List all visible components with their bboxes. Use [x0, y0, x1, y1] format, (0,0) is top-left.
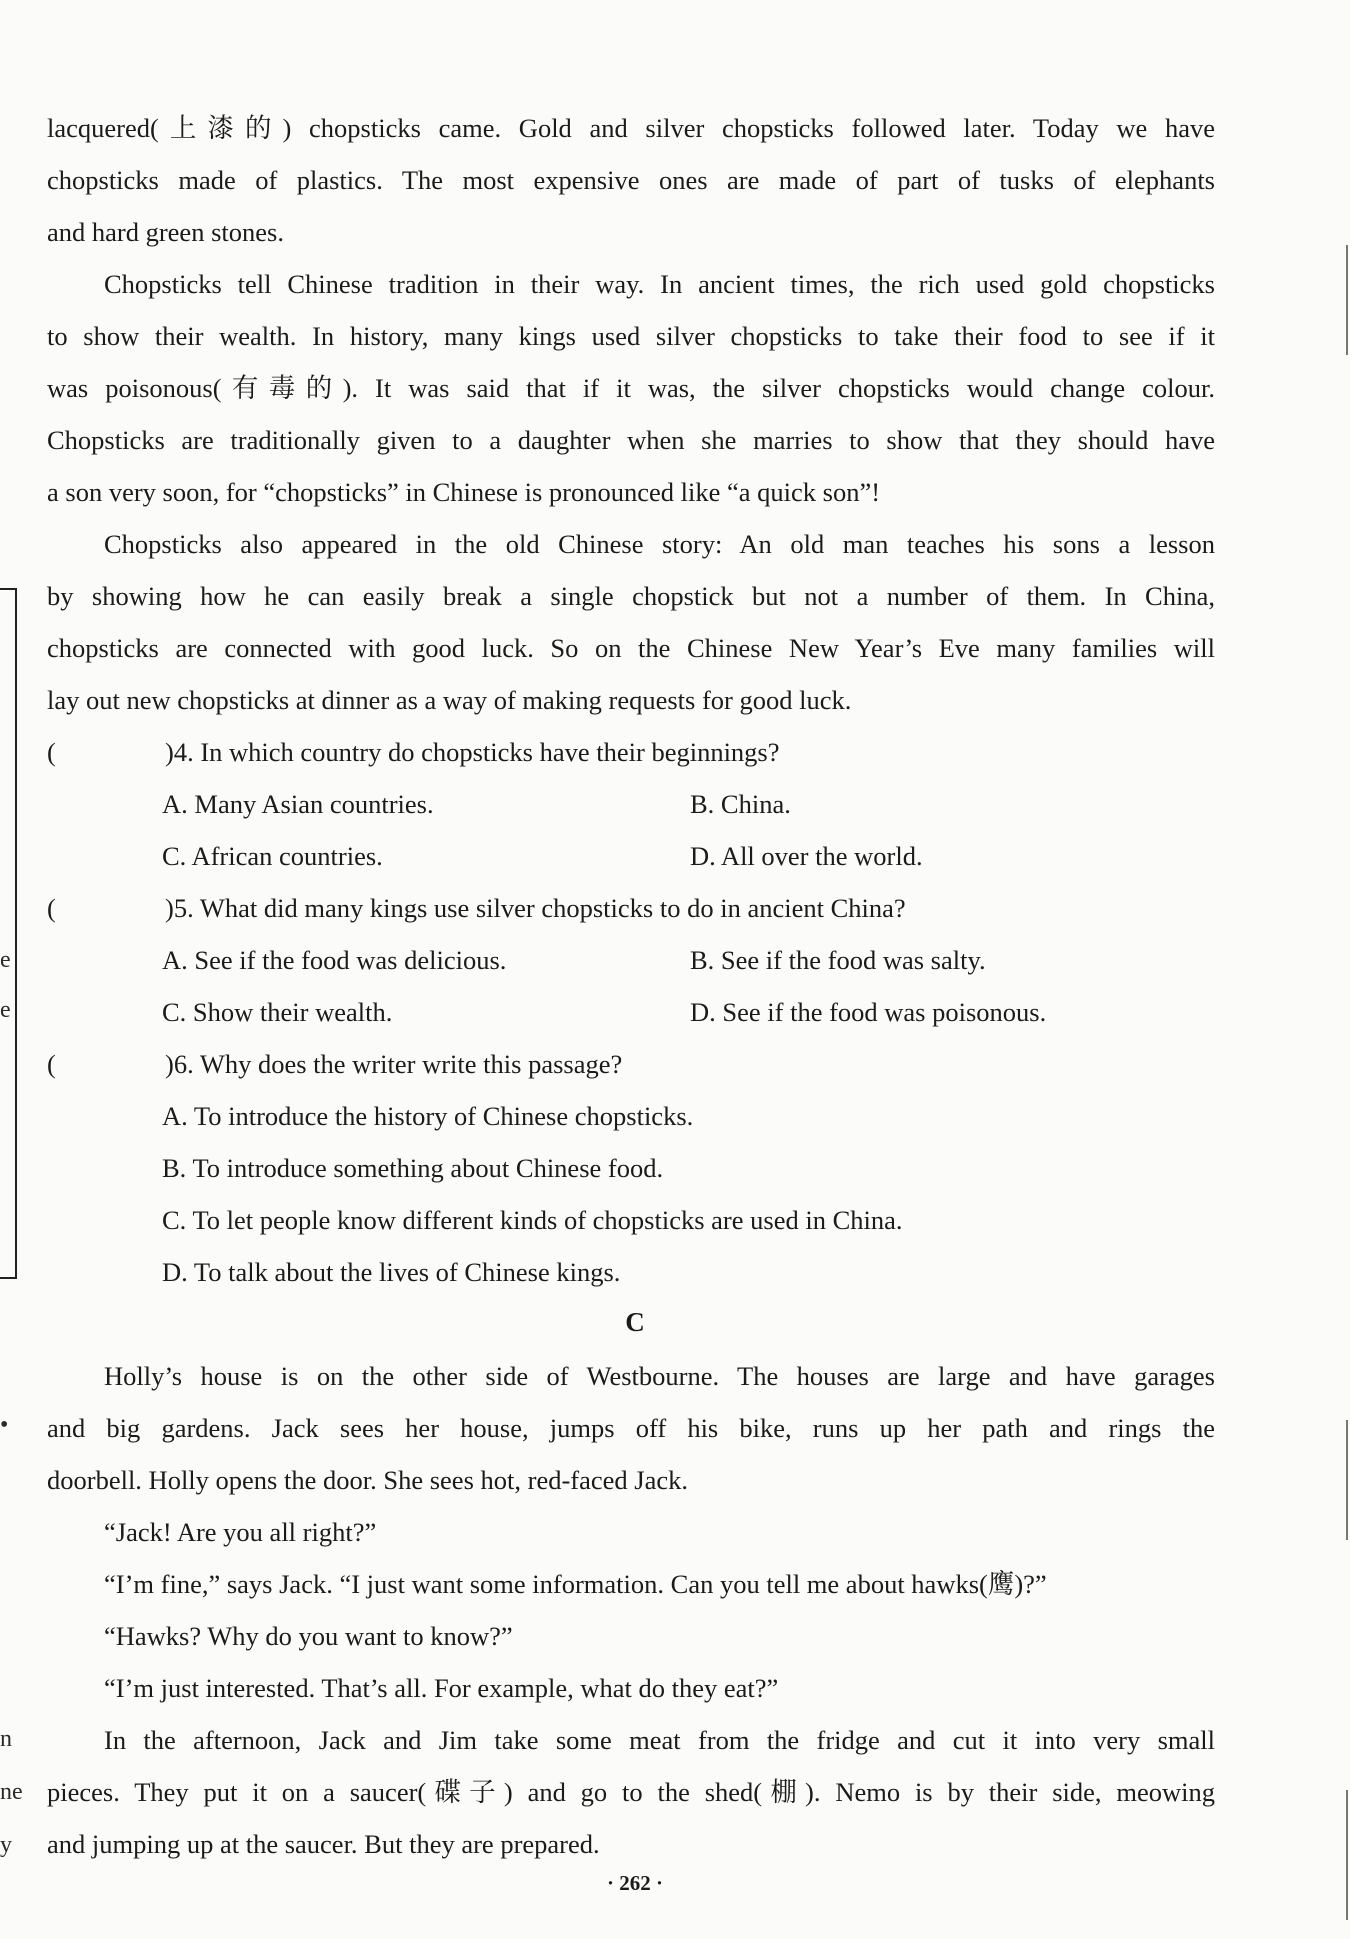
- passage-line: chopsticks made of plastics. The most expensive ones are made of part of tusks of elephants: [47, 165, 1215, 195]
- dialogue-line: “I’m fine,” says Jack. “I just want some information. Can you tell me about hawks(鹰)?”: [104, 1569, 1047, 1599]
- scan-edge-mark: [1346, 1790, 1348, 1920]
- option-d: D. See if the food was poisonous.: [690, 997, 1047, 1027]
- question-5: [47, 891, 906, 925]
- passage-line: Chopsticks also appeared in the old Chinese story: An old man teaches his sons a lesson: [104, 529, 1215, 559]
- dialogue-line: “Jack! Are you all right?”: [104, 1517, 377, 1547]
- passage-line: lacquered(上漆的) chopsticks came. Gold and silver chopsticks followed later. Today we have: [47, 113, 1215, 143]
- margin-fragment: ne: [0, 1779, 23, 1805]
- margin-fragment: e: [0, 947, 11, 973]
- passage-line: and hard green stones.: [47, 217, 284, 247]
- passage-line: Chopsticks are traditionally given to a daughter when she marries to show that they should have: [47, 425, 1215, 455]
- passage-line: to show their wealth. In history, many kings used silver chopsticks to take their food to see if it: [47, 321, 1215, 351]
- option-d: D. To talk about the lives of Chinese kings.: [162, 1257, 621, 1287]
- option-c: C. To let people know different kinds of chopsticks are used in China.: [162, 1205, 903, 1235]
- option-a: A. See if the food was delicious.: [162, 945, 507, 975]
- dialogue-line: “I’m just interested. That’s all. For example, what do they eat?”: [104, 1673, 779, 1703]
- answer-blank[interactable]: (: [47, 737, 56, 767]
- passage-line: In the afternoon, Jack and Jim take some meat from the fridge and cut it into very small: [104, 1725, 1215, 1755]
- answer-blank[interactable]: (: [47, 893, 56, 923]
- option-b: B. To introduce something about Chinese food.: [162, 1153, 664, 1183]
- margin-fragment: y: [0, 1832, 12, 1858]
- question-6: [47, 1047, 622, 1081]
- passage-line: was poisonous(有毒的). It was said that if it was, the silver chopsticks would change colour.: [47, 373, 1215, 403]
- margin-bracket: [0, 588, 17, 1279]
- passage-line: chopsticks are connected with good luck. So on the Chinese New Year’s Eve many families will: [47, 633, 1215, 663]
- passage-line: and big gardens. Jack sees her house, jumps off his bike, runs up her path and rings the: [47, 1413, 1215, 1443]
- passage-line: doorbell. Holly opens the door. She sees hot, red-faced Jack.: [47, 1465, 688, 1495]
- scan-edge-mark: [1346, 245, 1348, 355]
- dialogue-line: “Hawks? Why do you want to know?”: [104, 1621, 513, 1651]
- option-c: C. African countries.: [162, 841, 383, 871]
- question-stem: )5. What did many kings use silver chopsticks to do in ancient China?: [165, 893, 906, 923]
- question-stem: )6. Why does the writer write this passage?: [165, 1049, 623, 1079]
- margin-fragment: •: [0, 1412, 9, 1438]
- option-a: A. To introduce the history of Chinese chopsticks.: [162, 1101, 694, 1131]
- section-heading: C: [625, 1307, 645, 1337]
- passage-line: by showing how he can easily break a single chopstick but not a number of them. In China,: [47, 581, 1215, 611]
- passage-line: lay out new chopsticks at dinner as a way of making requests for good luck.: [47, 685, 852, 715]
- answer-blank[interactable]: (: [47, 1049, 56, 1079]
- passage-line: a son very soon, for “chopsticks” in Chinese is pronounced like “a quick son”!: [47, 477, 881, 507]
- margin-fragment: n: [0, 1726, 12, 1752]
- option-c: C. Show their wealth.: [162, 997, 393, 1027]
- option-b: B. China.: [690, 789, 791, 819]
- passage-line: Holly’s house is on the other side of Westbourne. The houses are large and have garages: [104, 1361, 1215, 1391]
- passage-line: pieces. They put it on a saucer(碟子) and go to the shed(棚). Nemo is by their side, meowing: [47, 1777, 1215, 1807]
- passage-line: Chopsticks tell Chinese tradition in their way. In ancient times, the rich used gold chopsticks: [104, 269, 1215, 299]
- question-4: [47, 735, 780, 769]
- option-a: A. Many Asian countries.: [162, 789, 434, 819]
- question-stem: )4. In which country do chopsticks have their beginnings?: [165, 737, 780, 767]
- page-number: · 262 ·: [606, 1871, 663, 1895]
- passage-line: and jumping up at the saucer. But they are prepared.: [47, 1829, 600, 1859]
- option-d: D. All over the world.: [690, 841, 923, 871]
- scan-edge-mark: [1346, 1420, 1348, 1540]
- option-b: B. See if the food was salty.: [690, 945, 986, 975]
- margin-fragment: e: [0, 997, 11, 1023]
